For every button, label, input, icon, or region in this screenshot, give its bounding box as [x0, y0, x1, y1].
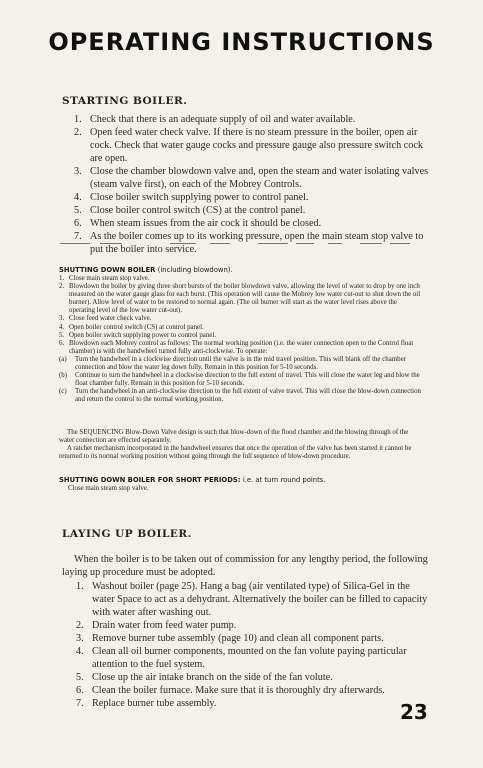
page-title: OPERATING INSTRUCTIONS: [48, 28, 435, 56]
list-item: 5. Close up the air intake branch on the side of the fan volute.: [76, 672, 333, 683]
list-item: 1. Washout boiler (page 25). Hang a bag (air ventilated type) of Silica-Gel in the water Space to act as a dehydrant. Alternatively the boiler can be filled to capacity with water after washing out.: [76, 581, 428, 618]
list-item: 7. Replace burner tube assembly.: [76, 698, 217, 709]
list-item: 5. Close boiler control switch (CS) at the control panel.: [74, 205, 306, 216]
list-item: 6. Blowdown each Mobrey control as follows: The normal working position (i.e. the water connection open to the Control float chamber) is with the handwheel turned fully anti-clockwise. To operate: (a) Turn the handwheel in a clockwise direction until the valve is in the mid travel position. This will blank off the chamber connection and blow the water leg down fully. Remain in this position for 5-10 seconds. (b) Continue to turn the handwheel in a clockwise direction to the full extent of travel. This will close the water leg and blow the float chamber fully. Remain in this position for 5-10 seconds. (c) Turn the handwheel in an anti-clockwise direction to the full extent of valve travel. This will close the blow-down connection and return the control to the normal working position.: [59, 339, 421, 404]
ratchet-paragraph: A ratchet mechanism incorporated in the handwheel ensures that once the operation of the valve has been started it cannot be returned to its normal working position without going through the full sequence of blow-down procedure.: [59, 445, 412, 461]
laying-up-list: [76, 580, 434, 710]
sequencing-notes: [59, 429, 422, 461]
sub-list-item: (a) Turn the handwheel in a clockwise direction until the valve is in the mid travel position. This will blank off the chamber connection and blow the water leg down fully. Remain in this position for 5-10 seconds.: [59, 355, 406, 372]
short-periods-body: Close main steam stop valve.: [68, 485, 149, 492]
shutting-list: [59, 275, 422, 405]
list-item: 2. Drain water from feed water pump.: [76, 620, 237, 631]
list-item: 1. Check that there is an adequate supply of oil and water available.: [74, 114, 356, 125]
list-item: 4. Close boiler switch supplying power to control panel.: [74, 192, 309, 203]
list-item: 3. Close the chamber blowdown valve and, open the steam and water isolating valves (steam valve first), on each of the Mobrey Controls.: [74, 166, 429, 190]
short-periods-heading: SHUTTING DOWN BOILER FOR SHORT PERIODS: i.e. at turn round points.: [59, 476, 326, 484]
list-item: 2. Open feed water check valve. If there is no steam pressure in the boiler, open air cock. Check that water gauge cocks and pressure gauge also pressure switch cock are open.: [74, 127, 423, 164]
shutting-heading: SHUTTING DOWN BOILER (including blowdown).: [59, 266, 233, 274]
starting-heading: STARTING BOILER.: [62, 95, 188, 107]
list-item: 2. Blowdown the boiler by giving three short bursts of the boiler blowdown valve, allowing the level of water to drop by one inch measured on the water gauge glass for each burst. (This operation will cause the Mobrey low water cut-out to shut down the oil burner). Allow level of water to be restored to normal again. (The oil burner will start as the water level rises above the operating level of the low water cut-out).: [59, 283, 421, 315]
list-item: 3. Remove burner tube assembly (page 10) and clean all component parts.: [76, 633, 384, 644]
sub-list-item: (c) Turn the handwheel in an anti-clockwise direction to the full extent of valve travel. This will close the blow-down connection and return the control to the normal working position.: [59, 388, 421, 404]
list-item: 3. Close feed water check valve.: [59, 315, 152, 323]
page-number: 23: [400, 700, 428, 724]
starting-list: [74, 113, 436, 256]
blowdown-sub-list: [59, 356, 422, 405]
sequencing-paragraph: The SEQUENCING Blow-Down Valve design is such that blow-down of the flood chamber and the blowing through of the water connection are effected separately.: [59, 429, 409, 445]
list-item: 7. As the boiler comes up to its working pressure, open the main steam stop valve to put the boiler into service.: [74, 231, 424, 255]
list-item: 1. Close main steam stop valve.: [59, 275, 150, 282]
list-item: 6. When steam issues from the air cock it should be closed.: [74, 218, 322, 229]
dashed-divider: [60, 243, 410, 247]
list-item: 6. Clean the boiler furnace. Make sure that it is thoroughly dry afterwards.: [76, 685, 385, 696]
list-item: 5. Open boiler switch supplying power to control panel.: [59, 331, 216, 339]
list-item: 4. Open boiler control switch (CS) at control panel.: [59, 323, 204, 331]
laying-up-heading: LAYING UP BOILER.: [62, 528, 192, 540]
sub-list-item: (b) Continue to turn the handwheel in a clockwise direction to the full extent of travel. This will close the water leg and blow the float chamber fully. Remain in this position for 5-10 seconds.: [59, 372, 420, 388]
list-item: 4. Clean all oil burner components, mounted on the fan volute paying particular attention to the fuel system.: [76, 646, 407, 670]
laying-up-intro: When the boiler is to be taken out of commission for any lengthy period, the following laying up procedure must be adopted.: [62, 554, 428, 578]
